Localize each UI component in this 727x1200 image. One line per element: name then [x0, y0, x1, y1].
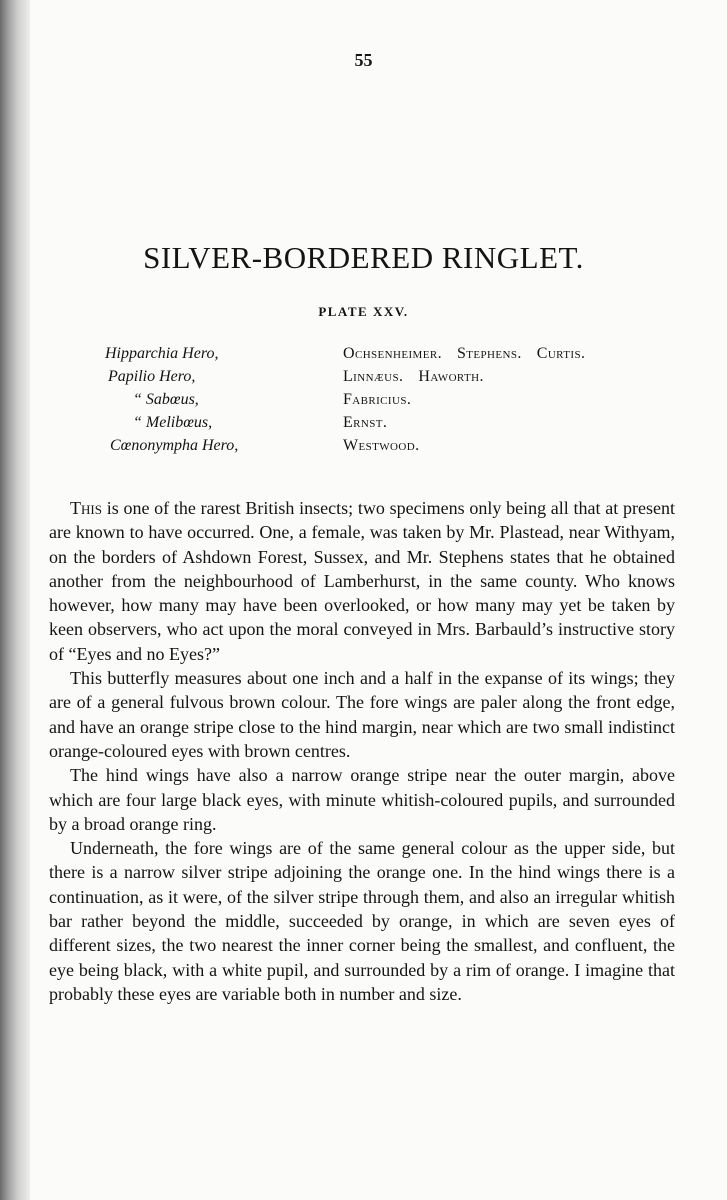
page-title: SILVER-BORDERED RINGLET. — [143, 240, 584, 275]
synonym-row — [105, 391, 600, 414]
drop-lead-word: This — [70, 498, 102, 518]
paragraph: This butterfly measures about one inch and a half in the expanse of its wings; they are of a general fulvous brown colour. The fore wings are paler along the front edge, and have an orange stripe close to the hind margin, near which are two small indistinct orange-coloured eyes with brown centres. — [49, 668, 675, 761]
synonym-name: “ Melibœus, — [133, 414, 213, 431]
synonym-author: Westwood. — [343, 437, 420, 454]
synonym-row — [105, 437, 600, 460]
paragraph: Underneath, the fore wings are of the same general colour as the upper side, but there is a narrow silver stripe adjoining the orange one. In the hind wings there is a continuation, as it were, of the silver stripe through them, and also an irregular whitish bar rather beyond the middle, succeeded by orange, in which are seven eyes of different sizes, the two nearest the inner corner being the smallest, and confluent, the eye being black, with a white pupil, and surrounded by a rim of orange. I imagine that probably these eyes are variable both in number and size. — [49, 838, 675, 1004]
body-text — [49, 496, 675, 1006]
synonym-name: Papilio Hero, — [108, 368, 196, 385]
synonym-authors — [343, 391, 600, 414]
synonym-authors — [343, 345, 600, 368]
synonymy-table — [105, 345, 600, 460]
synonym-author: Stephens. — [456, 345, 522, 362]
paragraph — [49, 496, 675, 666]
synonym-authors — [343, 437, 600, 460]
synonym-author: Curtis. — [536, 345, 586, 362]
page-number: 55 — [354, 50, 373, 70]
plate-label: PLATE XXV. — [318, 304, 409, 319]
book-spine-shadow — [0, 0, 30, 1200]
synonym-row — [105, 345, 600, 368]
paragraph: The hind wings have also a narrow orange stripe near the outer margin, above which are four large black eyes, with minute whitish-coloured pupils, and surrounded by a broad orange ring. — [49, 765, 675, 834]
synonym-author: Ochsenheimer. — [343, 345, 442, 362]
synonym-author: Haworth. — [418, 368, 484, 385]
synonym-name: “ Sabœus, — [133, 391, 199, 408]
synonym-author: Linnæus. — [343, 368, 404, 385]
paragraph-text: is one of the rarest British insects; two specimens only being all that at present are known to have occurred. One, a female, was taken by Mr. Plastead, near Withyam, on the borders of Ashdown Forest, Sussex, and Mr. Stephens states that he obtained another from the neighbourhood of Lamberhurst, in the same county. Who knows however, how many may have been overlooked, or how many may yet be taken by keen observers, who act upon the moral conveyed in Mrs. Barbauld’s instructive story of “Eyes and no Eyes?” — [49, 498, 675, 664]
synonym-authors — [343, 414, 600, 437]
synonym-author: Fabricius. — [343, 391, 412, 408]
synonym-author: Ernst. — [343, 414, 388, 431]
synonym-row — [105, 414, 600, 437]
synonym-row — [105, 368, 600, 391]
synonym-authors — [343, 368, 600, 391]
synonym-name: Cœnonympha Hero, — [110, 437, 239, 454]
synonym-name: Hipparchia Hero, — [105, 345, 219, 362]
